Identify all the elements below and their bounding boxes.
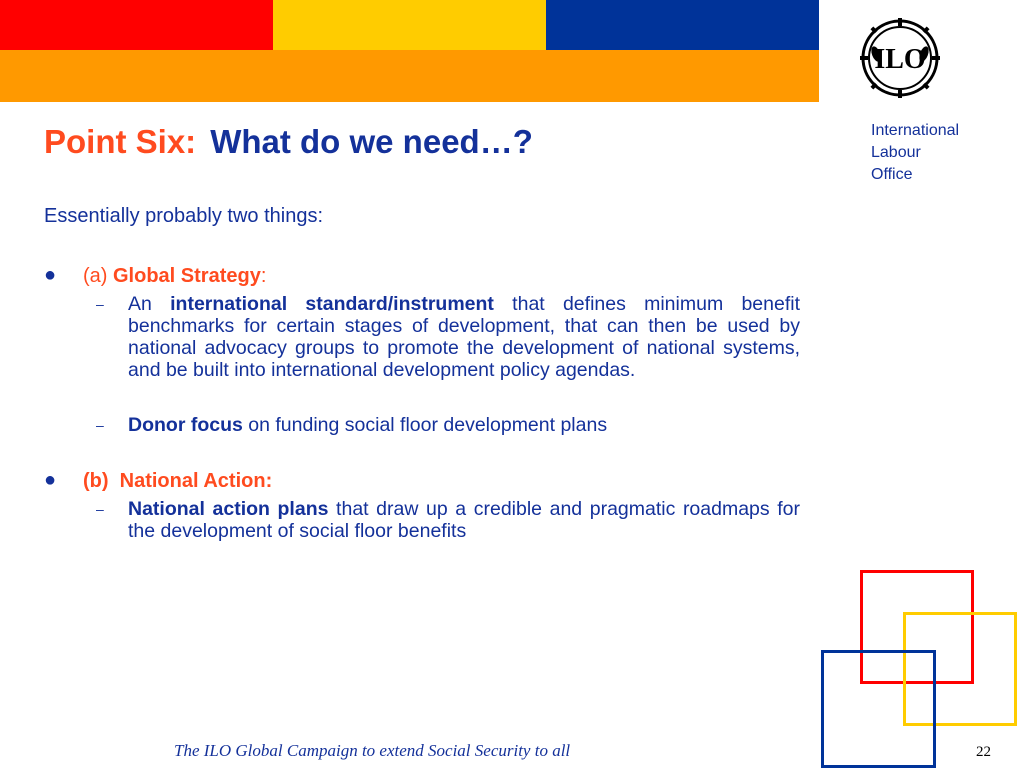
bullet-dot-icon: ● (44, 469, 57, 491)
dash-icon: – (96, 417, 104, 433)
slide-body (44, 205, 800, 542)
bullet-dot-icon: ● (44, 264, 57, 286)
organisation-name (871, 120, 959, 186)
header-band-yellow (273, 0, 546, 50)
dash-icon: – (96, 296, 104, 312)
org-line-1: International (871, 122, 960, 139)
sub-item-text: on funding social floor development plans (242, 414, 608, 436)
header-band-orange (0, 50, 819, 102)
section-b-heading: (b) National Action: (83, 470, 273, 492)
section-a-prefix: (a) (83, 265, 113, 287)
ilo-logo-text: ILO (874, 44, 926, 75)
sub-item-text: that defines minimum benefit benchmarks for certain stages of development, that can then be used by national advocacy groups to promote the development of national systems, and be built into international development policy agendas. (128, 293, 800, 381)
org-line-3: Office (871, 166, 913, 183)
footer-text: The ILO Global Campaign to extend Social Security to all (174, 741, 571, 760)
header-band-red (0, 0, 273, 50)
decorative-square-blue (821, 650, 936, 768)
section-a-colon: : (260, 265, 267, 287)
ilo-logo-icon (858, 14, 942, 98)
page-number: 22 (976, 744, 991, 760)
header-band-blue (546, 0, 819, 50)
org-line-2: Labour (871, 144, 921, 161)
intro-text: Essentially probably two things: (44, 205, 324, 227)
sub-item-bold: National action plans (128, 498, 329, 520)
title-main: What do we need…? (210, 123, 533, 160)
sub-item-national-action-plans (44, 498, 800, 542)
sub-item-bold: Donor focus (128, 414, 243, 436)
slide-title (44, 123, 533, 161)
sub-item-bold: international standard/instrument (170, 293, 494, 315)
sub-item-pre: An (128, 293, 171, 315)
sub-item-text: that draw up a credible and pragmatic roadmaps for the development of social floor benefits (128, 498, 800, 542)
bullet-national-action (44, 470, 800, 493)
bullet-global-strategy (44, 265, 800, 288)
sub-item-international-standard (44, 293, 800, 381)
section-a-heading: Global Strategy (113, 265, 261, 287)
dash-icon: – (96, 501, 104, 517)
title-prefix: Point Six: (44, 123, 197, 160)
sub-item-donor-focus (44, 414, 800, 436)
